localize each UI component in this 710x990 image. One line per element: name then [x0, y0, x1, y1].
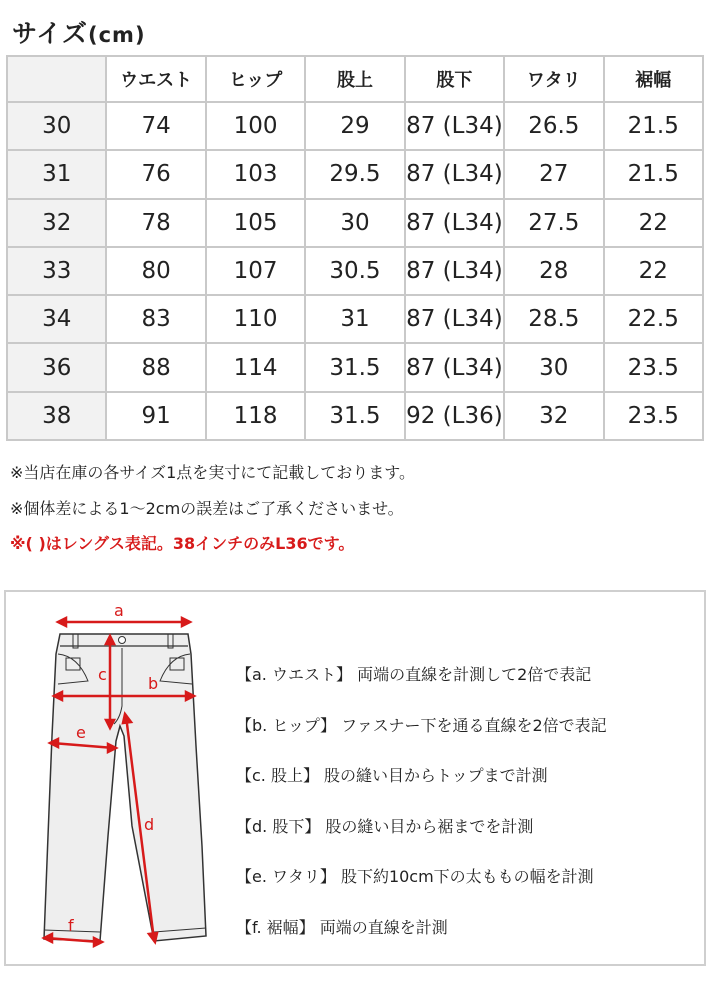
value-cell: 22.5	[604, 295, 703, 343]
page-title	[12, 14, 146, 50]
value-cell: 21.5	[604, 102, 703, 150]
measurement-legend	[236, 650, 607, 953]
note-item-highlight: ※( )はレングス表記。38インチのみL36です。	[10, 534, 355, 553]
table-header-row	[7, 56, 703, 102]
value-cell: 88	[106, 343, 205, 391]
value-cell: 103	[206, 150, 305, 198]
size-cell: 31	[7, 150, 106, 198]
value-cell: 92 (L36)	[405, 392, 504, 440]
value-cell: 87 (L34)	[405, 102, 504, 150]
value-cell: 28	[504, 247, 603, 295]
value-cell: 114	[206, 343, 305, 391]
value-cell: 31	[305, 295, 404, 343]
legend-item: 【e. ワタリ】 股下約10cm下の太ももの幅を計測	[236, 867, 594, 886]
legend-item: 【d. 股下】 股の縫い目から裾までを計測	[236, 816, 534, 836]
label-b: b	[148, 674, 159, 693]
header-cell: ウエスト	[106, 56, 205, 102]
note-item: ※当店在庫の各サイズ1点を実寸にて記載しております。	[10, 463, 416, 482]
table-row	[7, 150, 703, 198]
value-cell: 29	[305, 102, 404, 150]
value-cell: 87 (L34)	[405, 150, 504, 198]
size-cell: 32	[7, 199, 106, 247]
value-cell: 27	[504, 150, 603, 198]
header-cell: 裾幅	[604, 56, 703, 102]
size-table	[6, 55, 704, 441]
value-cell: 22	[604, 199, 703, 247]
value-cell: 87 (L34)	[405, 247, 504, 295]
value-cell: 83	[106, 295, 205, 343]
size-cell: 34	[7, 295, 106, 343]
value-cell: 87 (L34)	[405, 295, 504, 343]
size-cell: 30	[7, 102, 106, 150]
jeans-outline	[44, 634, 206, 941]
value-cell: 31.5	[305, 343, 404, 391]
table-row	[7, 392, 703, 440]
header-cell: ヒップ	[206, 56, 305, 102]
value-cell: 30	[305, 199, 404, 247]
value-cell: 26.5	[504, 102, 603, 150]
value-cell: 32	[504, 392, 603, 440]
value-cell: 27.5	[504, 199, 603, 247]
note-item: ※個体差による1〜2cmの誤差はご了承くださいませ。	[10, 498, 404, 518]
value-cell: 76	[106, 150, 205, 198]
value-cell: 105	[206, 199, 305, 247]
header-cell: 股上	[305, 56, 404, 102]
table-row	[7, 343, 703, 391]
header-cell: 股下	[405, 56, 504, 102]
notes	[10, 455, 415, 562]
value-cell: 74	[106, 102, 205, 150]
table-row	[7, 199, 703, 247]
value-cell: 107	[206, 247, 305, 295]
header-cell	[7, 56, 106, 102]
value-cell: 87 (L34)	[405, 199, 504, 247]
table-row	[7, 102, 703, 150]
value-cell: 29.5	[305, 150, 404, 198]
size-cell: 33	[7, 247, 106, 295]
value-cell: 23.5	[604, 392, 703, 440]
value-cell: 21.5	[604, 150, 703, 198]
label-d: d	[144, 815, 155, 834]
label-e: e	[76, 723, 86, 742]
table-row	[7, 247, 703, 295]
value-cell: 87 (L34)	[405, 343, 504, 391]
label-f: f	[68, 916, 74, 935]
label-c: c	[98, 665, 107, 684]
value-cell: 28.5	[504, 295, 603, 343]
header-cell: ワタリ	[504, 56, 603, 102]
value-cell: 30	[504, 343, 603, 391]
title-main: サイズ	[12, 19, 89, 48]
value-cell: 22	[604, 247, 703, 295]
value-cell: 100	[206, 102, 305, 150]
title-unit: (cm)	[88, 23, 146, 47]
value-cell: 30.5	[305, 247, 404, 295]
value-cell: 80	[106, 247, 205, 295]
value-cell: 110	[206, 295, 305, 343]
legend-item: 【b. ヒップ】 ファスナー下を通る直線を2倍で表記	[236, 715, 607, 735]
jeans-diagram	[28, 596, 208, 956]
table-row	[7, 295, 703, 343]
legend-item: 【a. ウエスト】 両端の直線を計測して2倍で表記	[236, 665, 592, 684]
legend-item: 【f. 裾幅】 両端の直線を計測	[236, 917, 448, 937]
label-a: a	[114, 601, 124, 620]
size-cell: 36	[7, 343, 106, 391]
value-cell: 91	[106, 392, 205, 440]
value-cell: 31.5	[305, 392, 404, 440]
legend-item: 【c. 股上】 股の縫い目からトップまで計測	[236, 766, 548, 785]
value-cell: 23.5	[604, 343, 703, 391]
value-cell: 118	[206, 392, 305, 440]
value-cell: 78	[106, 199, 205, 247]
size-cell: 38	[7, 392, 106, 440]
measurement-guide	[4, 590, 706, 966]
